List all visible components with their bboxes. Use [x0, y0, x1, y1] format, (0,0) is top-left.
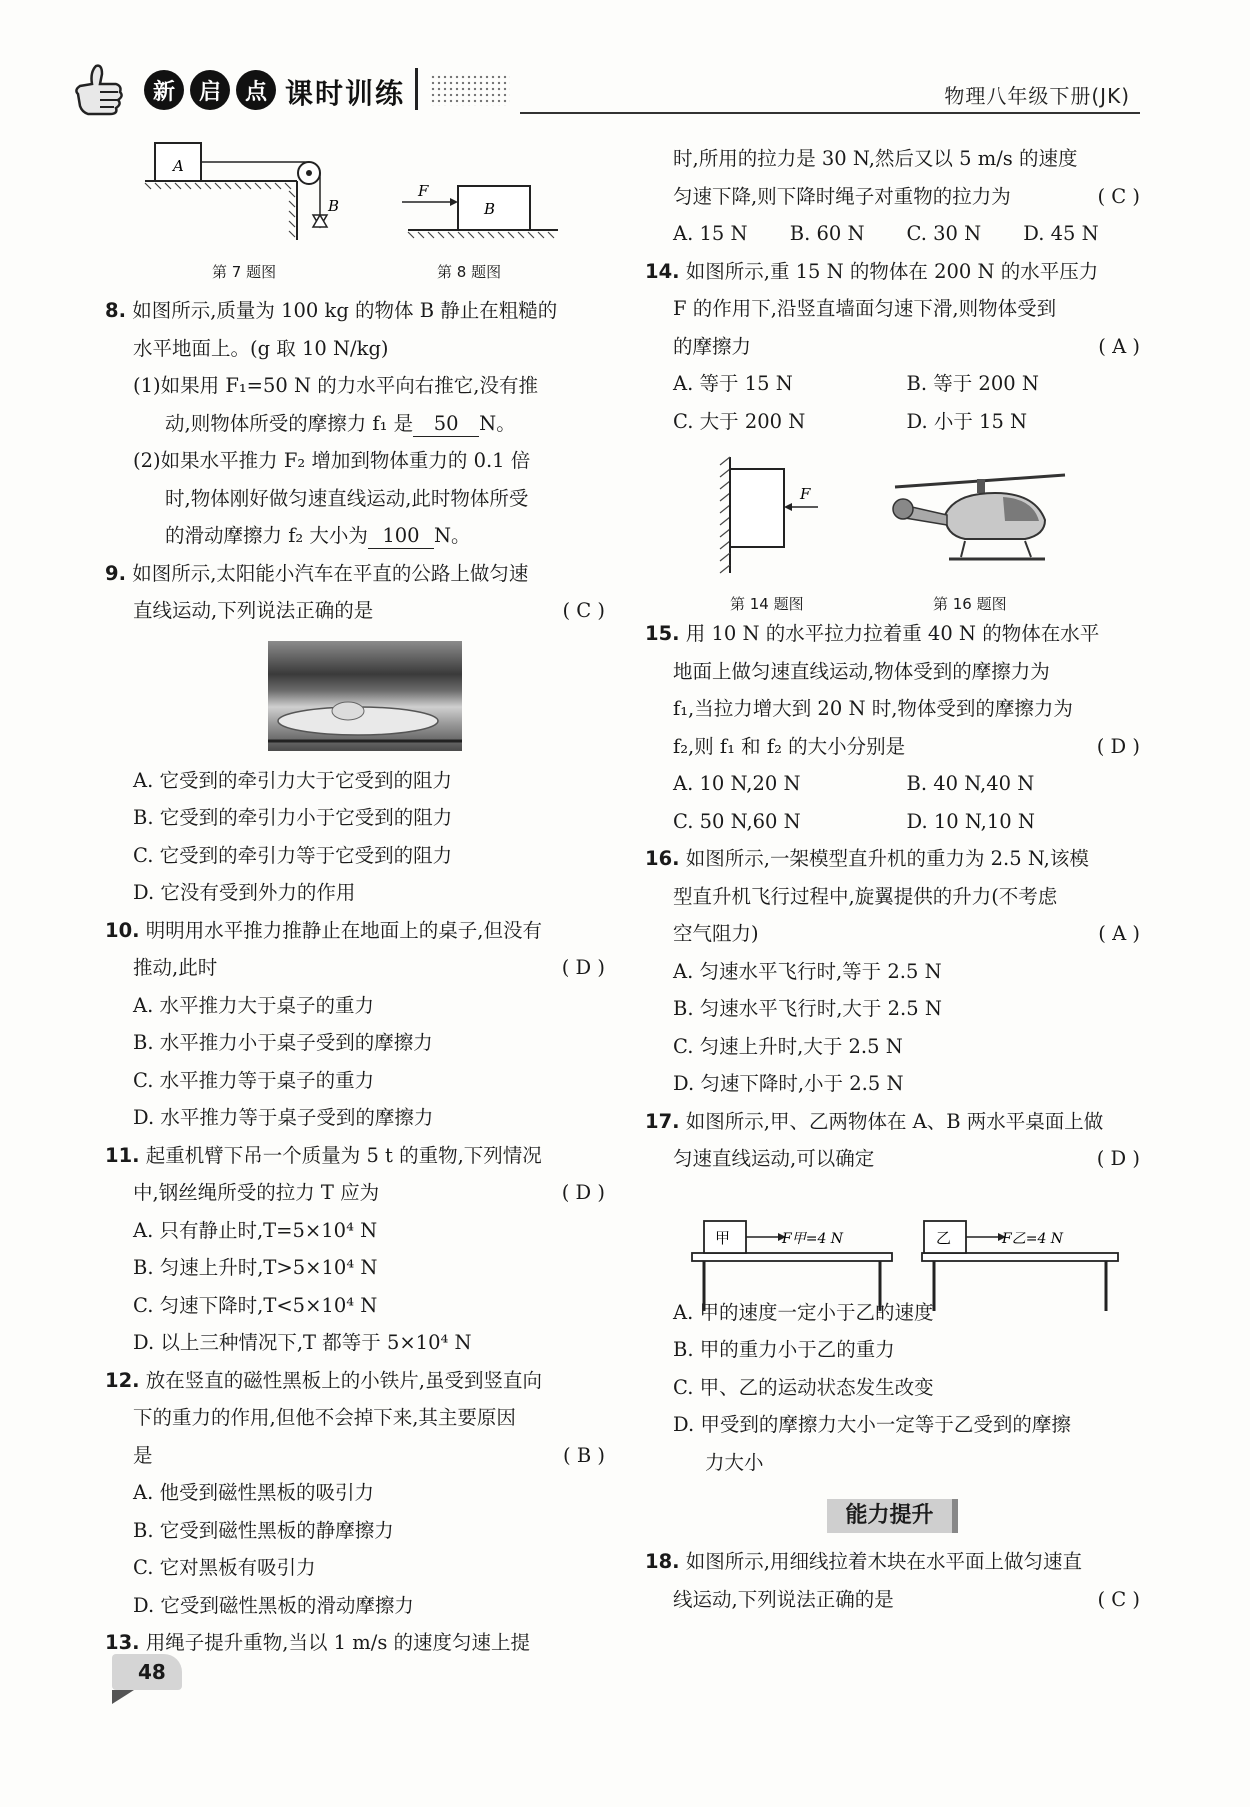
q10-stem: 推动,此时: [133, 956, 218, 979]
section-title: 能力提升: [827, 1499, 957, 1533]
q18-answer: ( C ): [1097, 1587, 1140, 1611]
q17-stem: 匀速直线运动,可以确定: [673, 1147, 875, 1170]
question-13-start: [105, 1624, 605, 1662]
q14-stem: 的摩擦力: [673, 334, 752, 358]
q17-number: 17.: [645, 1109, 680, 1133]
fig8-caption: 第 8 题图: [437, 263, 502, 281]
q16-stem: 型直升机飞行过程中,旋翼提供的升力(不考虑: [673, 884, 1058, 908]
q10-option: B. 水平推力小于桌子受到的摩擦力: [133, 1031, 433, 1054]
brand-char: 点: [236, 70, 276, 110]
q15-stem: 用 10 N 的水平拉力拉着重 40 N 的物体在水平: [685, 622, 1100, 645]
fig16-caption: 第 16 题图: [933, 595, 1007, 613]
solar-car-icon: [268, 641, 462, 751]
thumbs-up-icon: [70, 60, 130, 120]
fig14-caption: 第 14 题图: [730, 595, 804, 613]
q16-option: B. 匀速水平飞行时,大于 2.5 N: [673, 997, 942, 1020]
q11-option: C. 匀速下降时,T<5×10⁴ N: [133, 1293, 378, 1317]
q13-option: C. 30 N: [906, 222, 982, 245]
q8-answer-1: 50: [413, 412, 479, 437]
q11-option: D. 以上三种情况下,T 都等于 5×10⁴ N: [133, 1331, 472, 1354]
q12-stem: 放在竖直的磁性黑板上的小铁片,虽受到竖直向: [145, 1368, 542, 1392]
q9-number: 9.: [105, 561, 126, 585]
brand-char: 启: [190, 70, 230, 110]
q15-option: C. 50 N,60 N: [673, 809, 801, 833]
q12-option: D. 它受到磁性黑板的滑动摩擦力: [133, 1593, 414, 1617]
fig8-label-b: B: [484, 200, 496, 218]
solar-car-photo: [268, 641, 462, 751]
header-rule: [520, 112, 1140, 114]
q8-part1: (1)如果用 F₁=50 N 的力水平向右推它,没有推: [133, 374, 538, 397]
question-10: [105, 912, 605, 1137]
q15-option: D. 10 N,10 N: [906, 809, 1035, 833]
fig7-caption: 第 7 题图: [212, 263, 277, 281]
question-12: [105, 1362, 605, 1625]
q13-number: 13.: [105, 1631, 140, 1654]
q11-stem: 中,钢丝绳所受的拉力 T 应为: [133, 1181, 380, 1204]
fig17-box-right: 乙: [936, 1229, 952, 1247]
q13-stem: 时,所用的拉力是 30 N,然后又以 5 m/s 的速度: [673, 147, 1078, 170]
q12-number: 12.: [105, 1368, 140, 1392]
fig7-label-a: A: [173, 157, 184, 175]
q10-option: C. 水平推力等于桌子的重力: [133, 1068, 375, 1092]
q12-option: C. 它对黑板有吸引力: [133, 1556, 316, 1579]
helicopter-icon: [885, 465, 1075, 575]
q9-stem: 直线运动,下列说法正确的是: [133, 599, 374, 622]
q13-option: D. 45 N: [1023, 222, 1099, 245]
q12-answer: ( B ): [563, 1443, 605, 1467]
q18-stem: 如图所示,用细线拉着木块在水平面上做匀速直: [685, 1550, 1082, 1573]
right-column: [645, 140, 1140, 1618]
q15-option: B. 40 N,40 N: [906, 772, 1035, 795]
question-16: [645, 840, 1140, 1103]
q17-option: 力大小: [705, 1450, 764, 1474]
q16-stem: 空气阻力): [673, 922, 759, 945]
q8-part1: 动,则物体所受的摩擦力 f₁ 是: [165, 411, 414, 435]
q12-option: A. 他受到磁性黑板的吸引力: [133, 1481, 374, 1504]
page-number: 48: [112, 1654, 182, 1690]
q9-option: A. 它受到的牵引力大于它受到的阻力: [133, 768, 452, 792]
q18-number: 18.: [645, 1550, 680, 1573]
q17-answer: ( D ): [1096, 1147, 1140, 1170]
fig14-label-f: F: [800, 485, 811, 503]
q14-option: C. 大于 200 N: [673, 409, 806, 433]
q11-option: B. 匀速上升时,T>5×10⁴ N: [133, 1256, 378, 1279]
book-title: 物理八年级下册(JK): [944, 84, 1130, 108]
q13-stem: 匀速下降,则下降时绳子对重物的拉力为: [673, 184, 1011, 208]
q10-answer: ( D ): [561, 956, 605, 979]
fig17-force-left: F甲=4 N: [782, 1231, 844, 1247]
q16-stem: 如图所示,一架模型直升机的重力为 2.5 N,该模: [685, 847, 1089, 870]
q15-answer: ( D ): [1096, 734, 1140, 758]
q11-option: A. 只有静止时,T=5×10⁴ N: [133, 1218, 378, 1242]
q13-option: B. 60 N: [789, 222, 865, 245]
q15-stem: f₂,则 f₁ 和 f₂ 的大小分别是: [673, 734, 906, 758]
question-13-cont: [645, 140, 1140, 253]
q10-option: A. 水平推力大于桌子的重力: [133, 993, 374, 1017]
q9-option: C. 它受到的牵引力等于它受到的阻力: [133, 843, 453, 867]
q14-stem: 如图所示,重 15 N 的物体在 200 N 的水平压力: [685, 259, 1099, 283]
fig17-force-right: F乙=4 N: [1002, 1231, 1064, 1247]
q8-number: 8.: [105, 299, 126, 322]
q9-option: B. 它受到的牵引力小于它受到的阻力: [133, 806, 453, 829]
q15-stem: f₁,当拉力增大到 20 N 时,物体受到的摩擦力为: [673, 697, 1073, 720]
figure-17: [690, 1215, 1120, 1315]
q13-stem: 用绳子提升重物,当以 1 m/s 的速度匀速上提: [145, 1631, 531, 1654]
question-8: [105, 292, 605, 555]
q10-number: 10.: [105, 918, 140, 942]
q9-option: D. 它没有受到外力的作用: [133, 881, 356, 904]
q17-option: B. 甲的重力小于乙的重力: [673, 1338, 895, 1361]
q18-stem: 线运动,下列说法正确的是: [673, 1587, 894, 1611]
figure-8: [400, 180, 565, 245]
brand-char: 新: [144, 70, 184, 110]
figure-14: [718, 455, 828, 575]
q10-stem: 明明用水平推力推静止在地面上的桌子,但没有: [145, 918, 542, 942]
q11-answer: ( D ): [561, 1181, 605, 1204]
q16-answer: ( A ): [1098, 922, 1140, 945]
q16-option: C. 匀速上升时,大于 2.5 N: [673, 1034, 903, 1058]
figure-7: [145, 135, 340, 250]
q11-stem: 起重机臂下吊一个质量为 5 t 的重物,下列情况: [145, 1143, 542, 1167]
q9-answer: ( C ): [562, 599, 605, 622]
series-title: 课时训练: [285, 77, 406, 110]
q15-stem: 地面上做匀速直线运动,物体受到的摩擦力为: [673, 659, 1050, 683]
brand-logo: [144, 70, 276, 110]
q14-number: 14.: [645, 259, 680, 283]
left-column: [105, 292, 605, 1662]
page-header: [70, 60, 1140, 130]
q16-number: 16.: [645, 847, 680, 870]
question-15: [645, 615, 1140, 840]
q13-answer: ( C ): [1097, 184, 1140, 208]
q9-stem: 如图所示,太阳能小汽车在平直的公路上做匀速: [132, 561, 529, 585]
q14-option: D. 小于 15 N: [906, 409, 1028, 433]
q8-part2: 时,物体刚好做匀速直线运动,此时物体所受: [165, 486, 529, 510]
fig8-label-f: F: [418, 182, 429, 200]
q13-option: A. 15 N: [673, 222, 748, 245]
q14-option: A. 等于 15 N: [673, 372, 793, 395]
q17-stem: 如图所示,甲、乙两物体在 A、B 两水平桌面上做: [685, 1109, 1104, 1133]
q14-option: B. 等于 200 N: [906, 372, 1039, 395]
q8-part2: 的滑动摩擦力 f₂ 大小为: [165, 524, 368, 547]
fig17-box-left: 甲: [715, 1229, 731, 1247]
q14-answer: ( A ): [1098, 334, 1140, 358]
fig7-label-b: B: [328, 197, 340, 215]
q10-option: D. 水平推力等于桌子受到的摩擦力: [133, 1106, 434, 1129]
q16-option: A. 匀速水平飞行时,等于 2.5 N: [673, 959, 942, 983]
page-number-tab: [112, 1690, 134, 1704]
q12-option: B. 它受到磁性黑板的静摩擦力: [133, 1518, 394, 1542]
q12-stem: 是: [133, 1443, 153, 1467]
question-18: [645, 1543, 1140, 1618]
question-11: [105, 1137, 605, 1362]
header-dots: [430, 74, 510, 106]
q8-part2: N。: [433, 524, 471, 547]
q15-number: 15.: [645, 622, 680, 645]
q8-stem: 如图所示,质量为 100 kg 的物体 B 静止在粗糙的: [132, 299, 558, 322]
q8-part1: N。: [479, 411, 516, 435]
q11-number: 11.: [105, 1143, 140, 1167]
q17-option: D. 甲受到的摩擦力大小一定等于乙受到的摩擦: [673, 1413, 1071, 1436]
q16-option: D. 匀速下降时,小于 2.5 N: [673, 1072, 904, 1095]
q14-stem: F 的作用下,沿竖直墙面匀速下滑,则物体受到: [673, 297, 1057, 320]
q17-option: C. 甲、乙的运动状态发生改变: [673, 1375, 934, 1399]
q12-stem: 下的重力的作用,但他不会掉下来,其主要原因: [133, 1406, 516, 1429]
header-divider: [415, 68, 418, 110]
q8-stem: 水平地面上。(g 取 10 N/kg): [133, 336, 389, 360]
q8-answer-2: 100: [368, 524, 434, 549]
q8-part2: (2)如果水平推力 F₂ 增加到物体重力的 0.1 倍: [133, 449, 531, 472]
q15-option: A. 10 N,20 N: [673, 772, 801, 795]
q17-option: A. 甲的速度一定小于乙的速度: [673, 1300, 934, 1324]
